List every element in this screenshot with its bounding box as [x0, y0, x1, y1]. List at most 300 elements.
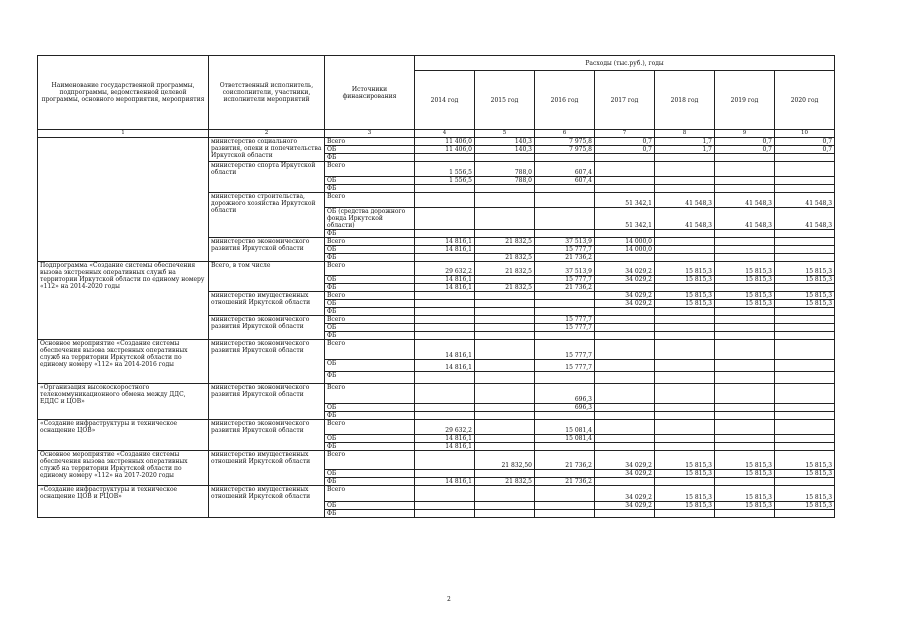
amount-cell — [595, 177, 655, 185]
table-row — [38, 262, 835, 276]
amount-cell: 15 815,3 — [655, 276, 715, 284]
responsible-cell: Всего, в том числе — [209, 262, 325, 292]
amount-cell — [415, 470, 475, 478]
amount-cell: 41 548,3 — [775, 208, 835, 230]
amount-cell — [535, 412, 595, 420]
amount-cell — [595, 360, 655, 372]
amount-cell: 788,0 — [475, 177, 535, 185]
table-body — [38, 138, 835, 518]
amount-cell: 15 081,4 — [535, 420, 595, 435]
amount-cell — [595, 384, 655, 404]
amount-cell — [475, 340, 535, 360]
amount-cell — [475, 208, 535, 230]
amount-cell — [475, 332, 535, 340]
amount-cell — [475, 510, 535, 518]
source-cell: ОБ (средства дорожного фонда Иркутской области) — [325, 208, 415, 230]
amount-cell: 15 815,3 — [775, 262, 835, 276]
amount-cell — [535, 372, 595, 384]
source-cell: Всего — [325, 292, 415, 300]
amount-cell — [475, 154, 535, 162]
column-number: 4 — [415, 130, 475, 138]
source-cell: ФБ — [325, 478, 415, 486]
amount-cell: 14 816,1 — [415, 360, 475, 372]
amount-cell — [535, 486, 595, 502]
amount-cell: 14 816,1 — [415, 435, 475, 443]
table-row — [38, 340, 835, 360]
amount-cell — [475, 276, 535, 284]
amount-cell: 15 777,7 — [535, 340, 595, 360]
amount-cell — [595, 284, 655, 292]
amount-cell: 21 832,50 — [475, 451, 535, 470]
amount-cell: 0,7 — [595, 146, 655, 154]
source-cell: Всего — [325, 384, 415, 404]
responsible-cell: министерство имущественных отношений Иркутской области — [209, 486, 325, 518]
amount-cell — [655, 238, 715, 246]
amount-cell: 15 815,3 — [715, 262, 775, 276]
source-cell: ОБ — [325, 360, 415, 372]
amount-cell — [475, 412, 535, 420]
amount-cell — [775, 162, 835, 177]
amount-cell — [535, 470, 595, 478]
amount-cell: 0,7 — [595, 138, 655, 146]
amount-cell: 15 815,3 — [715, 470, 775, 478]
column-number: 2 — [209, 130, 325, 138]
amount-cell — [595, 435, 655, 443]
amount-cell — [715, 308, 775, 316]
year-header: 2018 год — [655, 71, 715, 130]
amount-cell — [595, 162, 655, 177]
amount-cell: 21 832,5 — [475, 262, 535, 276]
header-row-top — [38, 56, 835, 71]
column-number: 5 — [475, 130, 535, 138]
amount-cell — [655, 372, 715, 384]
amount-cell — [715, 478, 775, 486]
amount-cell: 15 815,3 — [715, 276, 775, 284]
amount-cell — [715, 162, 775, 177]
amount-cell: 34 029,2 — [595, 262, 655, 276]
amount-cell — [595, 230, 655, 238]
amount-cell — [715, 420, 775, 435]
amount-cell — [475, 443, 535, 451]
amount-cell — [715, 177, 775, 185]
table-row — [38, 384, 835, 404]
amount-cell: 788,0 — [475, 162, 535, 177]
amount-cell — [475, 193, 535, 208]
col-responsible-header: Ответственный исполнитель, соисполнители, участники, исполнители мероприятий — [209, 56, 325, 130]
amount-cell: 11 406,0 — [415, 146, 475, 154]
amount-cell — [775, 230, 835, 238]
amount-cell — [535, 308, 595, 316]
amount-cell — [415, 308, 475, 316]
source-cell: ФБ — [325, 230, 415, 238]
amount-cell — [715, 254, 775, 262]
year-header: 2020 год — [775, 71, 835, 130]
source-cell: ФБ — [325, 443, 415, 451]
amount-cell — [775, 154, 835, 162]
amount-cell: 15 815,3 — [775, 451, 835, 470]
amount-cell: 14 816,1 — [415, 443, 475, 451]
amount-cell: 21 736,2 — [535, 478, 595, 486]
amount-cell: 41 548,3 — [715, 193, 775, 208]
amount-cell — [715, 154, 775, 162]
amount-cell: 15 815,3 — [775, 502, 835, 510]
amount-cell: 41 548,3 — [715, 208, 775, 230]
amount-cell — [715, 412, 775, 420]
amount-cell — [415, 451, 475, 470]
amount-cell — [775, 284, 835, 292]
amount-cell — [775, 384, 835, 404]
responsible-cell: министерство спорта Иркутской области — [209, 162, 325, 193]
amount-cell — [475, 308, 535, 316]
amount-cell — [715, 360, 775, 372]
amount-cell — [595, 443, 655, 451]
amount-cell — [415, 316, 475, 324]
amount-cell: 34 029,2 — [595, 486, 655, 502]
column-number-row — [38, 130, 835, 138]
amount-cell: 29 632,2 — [415, 262, 475, 276]
amount-cell: 15 815,3 — [775, 300, 835, 308]
year-header: 2016 год — [535, 71, 595, 130]
program-name-cell: «Организация высокоскоростного телекоммуникационного обмена между ДДС, ЕДДС и ЦОВ» — [38, 384, 209, 420]
amount-cell: 14 816,1 — [415, 340, 475, 360]
amount-cell: 1 556,5 — [415, 177, 475, 185]
amount-cell — [715, 185, 775, 193]
source-cell: Всего — [325, 262, 415, 276]
amount-cell: 15 815,3 — [775, 470, 835, 478]
amount-cell — [595, 420, 655, 435]
amount-cell — [415, 208, 475, 230]
amount-cell: 15 815,3 — [655, 451, 715, 470]
amount-cell: 15 815,3 — [775, 292, 835, 300]
amount-cell — [595, 340, 655, 360]
col-expenses-header: Расходы (тыс.руб.), годы — [415, 56, 835, 71]
amount-cell: 1 556,5 — [415, 162, 475, 177]
amount-cell — [775, 254, 835, 262]
budget-table — [37, 55, 835, 518]
amount-cell — [655, 360, 715, 372]
amount-cell: 11 406,0 — [415, 138, 475, 146]
year-header: 2017 год — [595, 71, 655, 130]
col-program-header: Наименование государственной программы, подпрограммы, ведомственной целевой программы, основного мероприятия, мероприятия — [38, 56, 209, 130]
amount-cell — [775, 185, 835, 193]
amount-cell: 37 513,9 — [535, 262, 595, 276]
program-name-cell — [38, 138, 209, 262]
amount-cell — [775, 340, 835, 360]
amount-cell: 51 342,1 — [595, 208, 655, 230]
amount-cell: 21 736,2 — [535, 284, 595, 292]
amount-cell — [595, 308, 655, 316]
amount-cell: 14 000,0 — [595, 246, 655, 254]
amount-cell: 15 815,3 — [715, 451, 775, 470]
amount-cell — [475, 502, 535, 510]
amount-cell — [415, 324, 475, 332]
source-cell: ФБ — [325, 254, 415, 262]
amount-cell: 14 816,1 — [415, 478, 475, 486]
amount-cell: 15 815,3 — [655, 262, 715, 276]
program-name-cell: «Создание инфраструктуры и техническое оснащение ЦОВ и РЦОВ» — [38, 486, 209, 518]
amount-cell: 15 815,3 — [775, 276, 835, 284]
amount-cell: 15 815,3 — [715, 300, 775, 308]
amount-cell — [535, 185, 595, 193]
responsible-cell: министерство социального развития, опеки и попечительства Иркутской области — [209, 138, 325, 162]
amount-cell — [655, 443, 715, 451]
amount-cell: 14 816,1 — [415, 276, 475, 284]
column-number: 10 — [775, 130, 835, 138]
amount-cell — [715, 510, 775, 518]
amount-cell — [475, 470, 535, 478]
responsible-cell: министерство экономического развития Иркутской области — [209, 420, 325, 451]
amount-cell: 1,7 — [655, 146, 715, 154]
amount-cell: 15 081,4 — [535, 435, 595, 443]
column-number: 1 — [38, 130, 209, 138]
amount-cell — [775, 238, 835, 246]
amount-cell — [415, 292, 475, 300]
amount-cell — [595, 478, 655, 486]
amount-cell — [775, 420, 835, 435]
amount-cell: 15 815,3 — [655, 470, 715, 478]
amount-cell — [595, 254, 655, 262]
amount-cell — [415, 193, 475, 208]
amount-cell: 21 832,5 — [475, 238, 535, 246]
amount-cell — [595, 154, 655, 162]
amount-cell — [655, 324, 715, 332]
amount-cell: 0,7 — [715, 138, 775, 146]
amount-cell — [775, 412, 835, 420]
amount-cell: 0,7 — [775, 138, 835, 146]
source-cell: Всего — [325, 486, 415, 502]
amount-cell — [415, 154, 475, 162]
amount-cell — [475, 316, 535, 324]
amount-cell — [715, 238, 775, 246]
amount-cell: 696,3 — [535, 404, 595, 412]
amount-cell: 15 777,7 — [535, 316, 595, 324]
program-name-cell: Основное мероприятие «Создание системы обеспечения вызова экстренных оперативных служб на территории Иркутской области по единому номеру «112» на 2017-2020 годы — [38, 451, 209, 486]
program-name-cell: «Создание инфраструктуры и техническое оснащение ЦОВ» — [38, 420, 209, 451]
amount-cell — [655, 412, 715, 420]
amount-cell: 696,3 — [535, 384, 595, 404]
amount-cell — [655, 316, 715, 324]
amount-cell: 15 815,3 — [655, 486, 715, 502]
column-number: 9 — [715, 130, 775, 138]
amount-cell — [715, 384, 775, 404]
amount-cell — [535, 193, 595, 208]
column-number: 7 — [595, 130, 655, 138]
source-cell: ФБ — [325, 510, 415, 518]
amount-cell: 607,4 — [535, 177, 595, 185]
amount-cell — [715, 404, 775, 412]
amount-cell — [595, 510, 655, 518]
amount-cell — [655, 420, 715, 435]
source-cell: Всего — [325, 340, 415, 360]
amount-cell: 34 029,2 — [595, 300, 655, 308]
amount-cell — [715, 340, 775, 360]
amount-cell — [475, 384, 535, 404]
source-cell: ФБ — [325, 412, 415, 420]
source-cell: ФБ — [325, 372, 415, 384]
col-source-header: Источники финансирования — [325, 56, 415, 130]
amount-cell: 15 815,3 — [775, 486, 835, 502]
amount-cell: 34 029,2 — [595, 451, 655, 470]
source-cell: ОБ — [325, 502, 415, 510]
amount-cell: 15 777,7 — [535, 246, 595, 254]
amount-cell: 21 832,5 — [475, 284, 535, 292]
amount-cell — [535, 510, 595, 518]
source-cell: ОБ — [325, 300, 415, 308]
amount-cell — [655, 230, 715, 238]
amount-cell — [655, 332, 715, 340]
amount-cell: 34 029,2 — [595, 292, 655, 300]
amount-cell — [655, 185, 715, 193]
amount-cell — [715, 284, 775, 292]
amount-cell: 140,3 — [475, 146, 535, 154]
amount-cell: 14 816,1 — [415, 284, 475, 292]
source-cell: ОБ — [325, 146, 415, 154]
amount-cell — [475, 300, 535, 308]
amount-cell — [715, 332, 775, 340]
source-cell: ОБ — [325, 404, 415, 412]
amount-cell — [715, 443, 775, 451]
amount-cell — [415, 502, 475, 510]
amount-cell — [655, 404, 715, 412]
source-cell: ОБ — [325, 276, 415, 284]
source-cell: ОБ — [325, 470, 415, 478]
amount-cell: 14 816,1 — [415, 246, 475, 254]
source-cell: Всего — [325, 451, 415, 470]
amount-cell — [535, 154, 595, 162]
amount-cell — [415, 510, 475, 518]
amount-cell — [775, 324, 835, 332]
page-number: 2 — [447, 596, 451, 603]
amount-cell — [535, 300, 595, 308]
amount-cell — [775, 404, 835, 412]
amount-cell — [595, 412, 655, 420]
source-cell: ОБ — [325, 324, 415, 332]
table-row — [38, 138, 835, 146]
amount-cell — [415, 300, 475, 308]
amount-cell: 41 548,3 — [655, 208, 715, 230]
amount-cell — [715, 435, 775, 443]
responsible-cell: министерство экономического развития Иркутской области — [209, 340, 325, 384]
amount-cell — [655, 254, 715, 262]
amount-cell — [595, 185, 655, 193]
amount-cell — [475, 185, 535, 193]
amount-cell — [775, 332, 835, 340]
year-header: 2014 год — [415, 71, 475, 130]
source-cell: Всего — [325, 138, 415, 146]
column-number: 6 — [535, 130, 595, 138]
amount-cell — [655, 246, 715, 254]
amount-cell — [535, 502, 595, 510]
source-cell: Всего — [325, 193, 415, 208]
amount-cell — [775, 308, 835, 316]
amount-cell — [535, 332, 595, 340]
source-cell: ФБ — [325, 154, 415, 162]
amount-cell: 14 000,0 — [595, 238, 655, 246]
source-cell: ФБ — [325, 284, 415, 292]
responsible-cell: министерство строительства, дорожного хозяйства Иркутской области — [209, 193, 325, 238]
amount-cell — [475, 230, 535, 238]
amount-cell: 21 736,2 — [535, 254, 595, 262]
amount-cell — [655, 384, 715, 404]
amount-cell — [415, 486, 475, 502]
amount-cell — [775, 372, 835, 384]
amount-cell — [715, 246, 775, 254]
amount-cell — [415, 404, 475, 412]
amount-cell — [415, 230, 475, 238]
amount-cell — [475, 372, 535, 384]
responsible-cell: министерство экономического развития Иркутской области — [209, 238, 325, 262]
amount-cell — [655, 478, 715, 486]
table-row — [38, 486, 835, 502]
amount-cell — [415, 384, 475, 404]
table-row — [38, 451, 835, 470]
amount-cell — [775, 435, 835, 443]
amount-cell — [775, 177, 835, 185]
amount-cell — [535, 230, 595, 238]
amount-cell: 15 815,3 — [715, 292, 775, 300]
program-name-cell: Подпрограмма «Создание системы обеспечения вызова экстренных оперативных служб на территории Иркутской области по единому номеру «112» на 2014-2020 годы — [38, 262, 209, 340]
column-number: 8 — [655, 130, 715, 138]
amount-cell: 34 029,2 — [595, 502, 655, 510]
amount-cell: 15 815,3 — [655, 502, 715, 510]
amount-cell — [715, 324, 775, 332]
amount-cell: 1,7 — [655, 138, 715, 146]
responsible-cell: министерство имущественных отношений Иркутской области — [209, 292, 325, 316]
amount-cell: 21 736,2 — [535, 451, 595, 470]
amount-cell — [475, 435, 535, 443]
amount-cell: 15 815,3 — [655, 300, 715, 308]
amount-cell — [655, 340, 715, 360]
amount-cell: 34 029,2 — [595, 276, 655, 284]
amount-cell: 37 513,9 — [535, 238, 595, 246]
year-header: 2019 год — [715, 71, 775, 130]
source-cell: ФБ — [325, 332, 415, 340]
source-cell: ОБ — [325, 435, 415, 443]
source-cell: ОБ — [325, 246, 415, 254]
responsible-cell: министерство экономического развития Иркутской области — [209, 316, 325, 340]
amount-cell — [475, 360, 535, 372]
responsible-cell: министерство имущественных отношений Иркутской области — [209, 451, 325, 486]
amount-cell — [775, 360, 835, 372]
amount-cell — [655, 177, 715, 185]
amount-cell: 29 632,2 — [415, 420, 475, 435]
amount-cell: 15 815,3 — [715, 502, 775, 510]
amount-cell — [655, 510, 715, 518]
source-cell: Всего — [325, 420, 415, 435]
table-row — [38, 420, 835, 435]
source-cell: ФБ — [325, 308, 415, 316]
amount-cell: 21 832,5 — [475, 254, 535, 262]
amount-cell — [775, 510, 835, 518]
amount-cell: 34 029,2 — [595, 470, 655, 478]
amount-cell — [655, 308, 715, 316]
amount-cell: 7 975,8 — [535, 138, 595, 146]
amount-cell: 7 975,8 — [535, 146, 595, 154]
amount-cell — [655, 154, 715, 162]
amount-cell — [475, 246, 535, 254]
source-cell: Всего — [325, 316, 415, 324]
amount-cell — [535, 208, 595, 230]
responsible-cell: министерство экономического развития Иркутской области — [209, 384, 325, 420]
amount-cell — [415, 185, 475, 193]
amount-cell — [415, 412, 475, 420]
amount-cell — [715, 372, 775, 384]
amount-cell — [595, 404, 655, 412]
year-header: 2015 год — [475, 71, 535, 130]
amount-cell — [595, 324, 655, 332]
amount-cell — [775, 478, 835, 486]
amount-cell — [775, 443, 835, 451]
